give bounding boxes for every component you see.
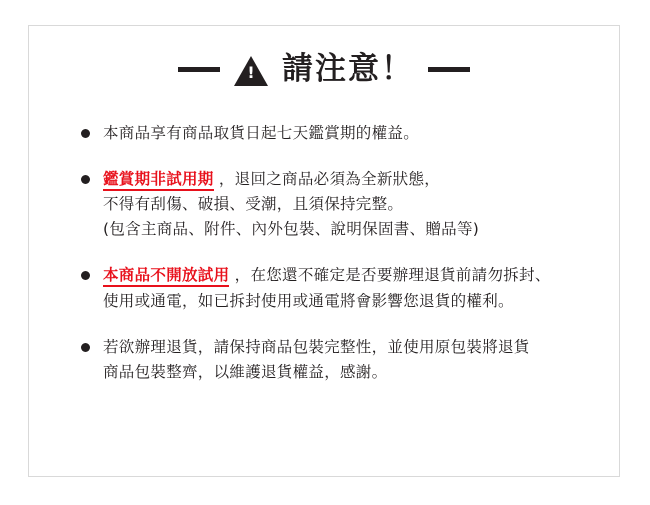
bullet-icon — [81, 175, 90, 184]
notice-line — [103, 121, 573, 146]
notice-text: 若欲辦理退貨，請保持商品包裝完整性，並使用原包裝將退貨 — [103, 337, 530, 356]
notice-line — [103, 289, 573, 314]
notice-text: 本商品享有商品取貨日起七天鑑賞期的權益。 — [103, 124, 420, 142]
list-item — [81, 121, 573, 146]
notice-text: 商品包裝整齊，以維護退貨權益，感謝。 — [103, 362, 388, 381]
notice-line — [103, 192, 573, 217]
notice-emphasis: 本商品不開放試用 — [103, 266, 229, 287]
warning-triangle-icon — [234, 56, 268, 86]
return-policy-notice-card — [28, 25, 620, 477]
bullet-icon — [81, 129, 90, 138]
title-right-rule — [428, 67, 470, 72]
list-item — [81, 263, 573, 313]
notice-line — [103, 217, 573, 242]
notice-text: 使用或通電，如已拆封使用或通電將會影響您退貨的權利。 — [103, 291, 514, 310]
page-title: 請注意！ — [282, 51, 414, 87]
bullet-icon — [81, 343, 90, 352]
notice-text: ，退回之商品必須為全新狀態， — [218, 170, 441, 189]
notice-line — [103, 360, 573, 385]
list-item — [81, 335, 573, 385]
notice-emphasis: 鑑賞期非試用期 — [103, 170, 214, 191]
notice-text: ，在您還不確定是否要辦理退貨前請勿拆封、 — [234, 266, 551, 285]
notice-text: (包含主商品、附件、內外包裝、說明保固書、贈品等) — [103, 220, 480, 239]
notice-line — [103, 335, 573, 360]
bullet-icon — [81, 271, 90, 280]
list-item — [81, 167, 573, 242]
notice-line — [103, 167, 573, 192]
notice-line — [103, 263, 573, 288]
notice-header — [29, 51, 619, 87]
notice-text: 不得有刮傷、破損、受潮，且須保持完整。 — [103, 195, 404, 214]
title-left-rule — [178, 67, 220, 72]
notice-list — [29, 121, 619, 385]
